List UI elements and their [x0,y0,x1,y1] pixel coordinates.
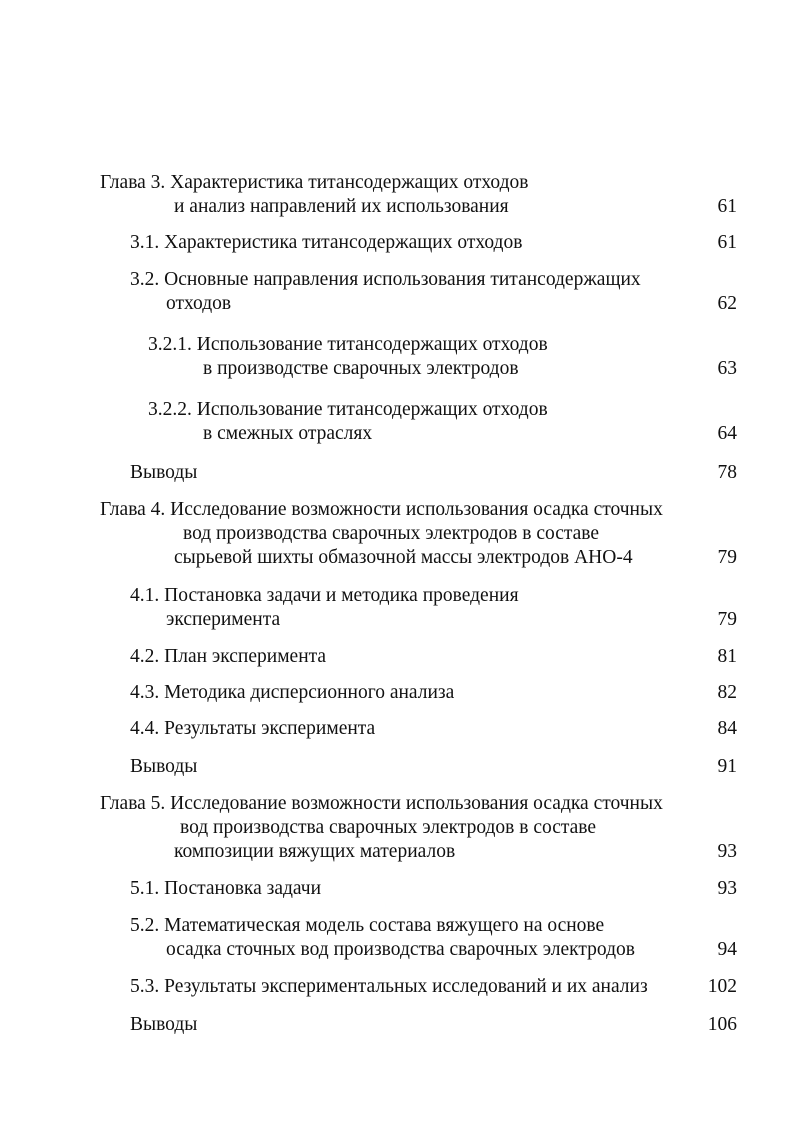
toc-line: эксперимента [166,609,281,630]
toc-line: Выводы [130,462,198,483]
toc-line: 3.2.2. Использование титансодержащих отходов [148,399,548,420]
toc-line: сырьевой шихты обмазочной массы электродов АНО-4 [174,547,633,568]
toc-line: Глава 3. Характеристика титансодержащих отходов [100,172,529,193]
toc-page-number: 93 [717,841,737,862]
toc-line: отходов [166,293,232,314]
toc-line: вод производства сварочных электродов в составе [180,817,597,838]
toc-line: Выводы [130,756,198,777]
toc-page-number: 102 [707,976,737,997]
toc-line: в производстве сварочных электродов [203,358,519,379]
toc-page-number: 79 [717,547,737,568]
toc-line: 4.1. Постановка задачи и методика проведения [130,585,519,606]
toc-page-number: 84 [717,718,737,739]
toc-page-number: 81 [717,646,737,667]
toc-page-number: 106 [707,1014,737,1035]
toc-page-number: 91 [717,756,737,777]
toc-line: Глава 5. Исследование возможности использования осадка сточных [100,793,663,814]
toc-line: 3.2. Основные направления использования титансодержащих [130,269,641,290]
toc-page-number: 94 [717,939,737,960]
toc-line: 3.1. Характеристика титансодержащих отходов [130,232,523,253]
toc-line: 3.2.1. Использование титансодержащих отходов [148,334,548,355]
toc-line: 4.3. Методика дисперсионного анализа [130,682,455,703]
toc-page-number: 63 [717,358,737,379]
toc-page-number: 61 [717,232,737,253]
toc-page-number: 64 [717,423,737,444]
toc-line: 5.2. Математическая модель состава вяжущего на основе [130,915,605,936]
toc-line: Выводы [130,1014,198,1035]
toc-page-number: 79 [717,609,737,630]
toc-page-number: 62 [717,293,737,314]
toc-line: 5.1. Постановка задачи [130,878,322,899]
toc-line: вод производства сварочных электродов в составе [183,523,600,544]
toc-line: и анализ направлений их использования [174,196,509,217]
toc-line: осадка сточных вод производства сварочных электродов [166,939,635,960]
toc-line: 4.4. Результаты эксперимента [130,718,376,739]
toc-line: Глава 4. Исследование возможности использования осадка сточных [100,499,663,520]
toc-line: 5.3. Результаты экспериментальных исследований и их анализ [130,976,648,997]
toc-line: 4.2. План эксперимента [130,646,327,667]
toc-page-number: 93 [717,878,737,899]
toc-page-number: 82 [717,682,737,703]
toc-line: композиции вяжущих материалов [174,841,456,862]
toc-page-number: 61 [717,196,737,217]
toc-line: в смежных отраслях [203,423,373,444]
toc-page-number: 78 [717,462,737,483]
